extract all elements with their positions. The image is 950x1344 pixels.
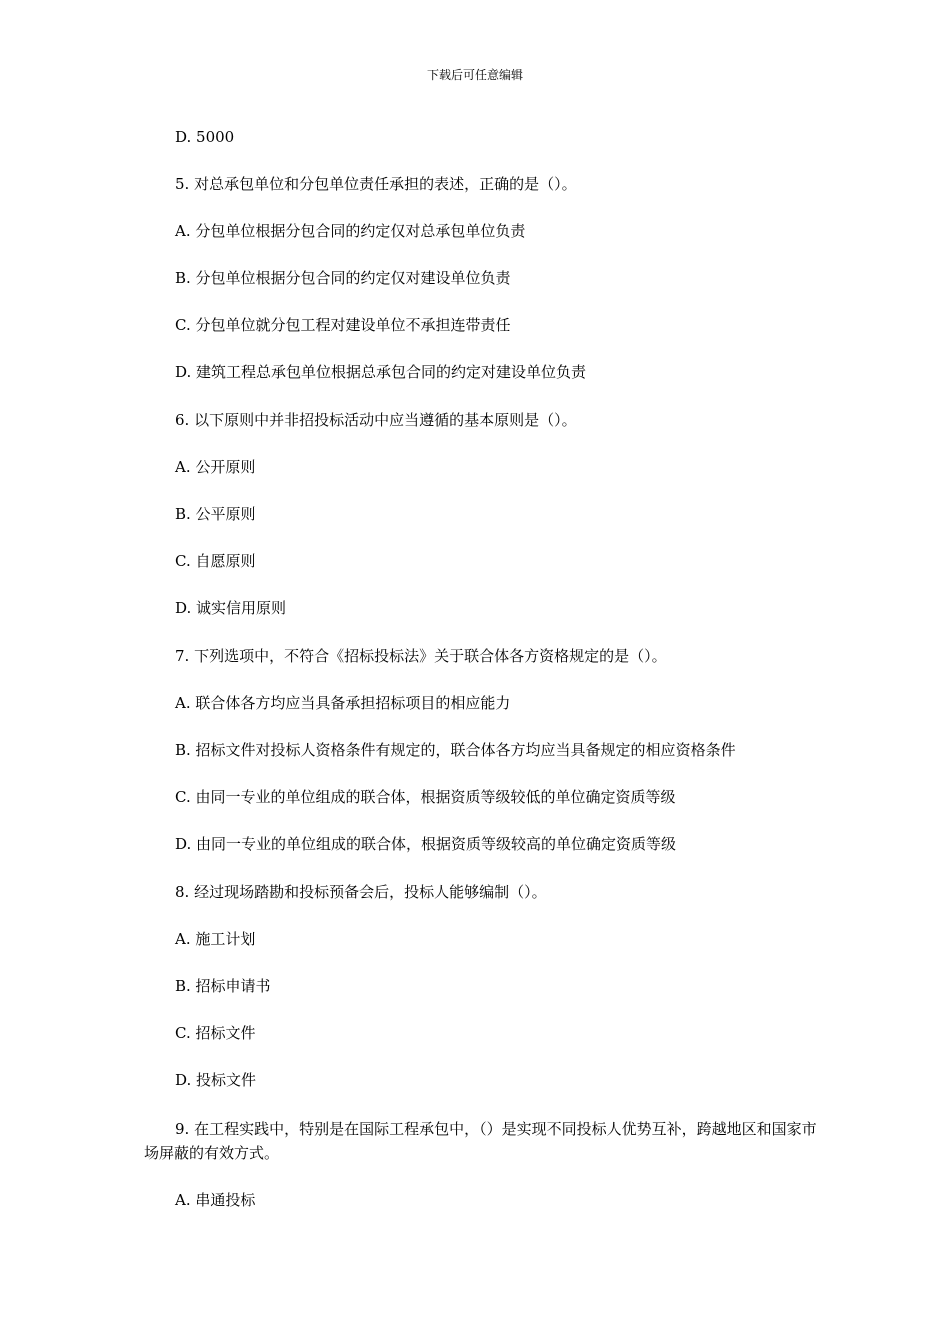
- option-5a: A. 分包单位根据分包合同的约定仅对总承包单位负责: [175, 222, 526, 240]
- question-9: 9. 在工程实践中，特别是在国际工程承包中，（）是实现不同投标人优势互补，跨越地区和国家市场屏蔽的有效方式。: [144, 1120, 817, 1162]
- question-7: 7. 下列选项中，不符合《招标投标法》关于联合体各方资格规定的是（）。: [175, 647, 667, 665]
- question-5: 5. 对总承包单位和分包单位责任承担的表述，正确的是（）。: [175, 175, 577, 193]
- option-6d: D. 诚实信用原则: [175, 599, 287, 617]
- option-8b: B. 招标申请书: [175, 977, 271, 995]
- option-8d: D. 投标文件: [175, 1071, 257, 1089]
- option-8a: A. 施工计划: [175, 930, 256, 948]
- page-header: 下载后可任意编辑: [426, 68, 523, 82]
- option-7a: A. 联合体各方均应当具备承担招标项目的相应能力: [175, 694, 511, 712]
- option-8c: C. 招标文件: [175, 1024, 256, 1042]
- option-5c: C. 分包单位就分包工程对建设单位不承担连带责任: [175, 316, 511, 334]
- option-5d: D. 建筑工程总承包单位根据总承包合同的约定对建设单位负责: [175, 363, 587, 381]
- option-6c: C. 自愿原则: [175, 552, 256, 570]
- option-7d: D. 由同一专业的单位组成的联合体，根据资质等级较高的单位确定资质等级: [175, 835, 677, 853]
- option-5b: B. 分包单位根据分包合同的约定仅对建设单位负责: [175, 269, 511, 287]
- question-6: 6. 以下原则中并非招投标活动中应当遵循的基本原则是（）。: [175, 411, 577, 429]
- option-7b: B. 招标文件对投标人资格条件有规定的，联合体各方均应当具备规定的相应资格条件: [175, 741, 736, 759]
- option-9a: A. 串通投标: [175, 1191, 256, 1209]
- option-4d: D. 5000: [175, 128, 235, 146]
- question-8: 8. 经过现场踏勘和投标预备会后，投标人能够编制（）。: [175, 883, 547, 901]
- option-6a: A. 公开原则: [175, 458, 256, 476]
- option-6b: B. 公平原则: [175, 505, 256, 523]
- option-7c: C. 由同一专业的单位组成的联合体，根据资质等级较低的单位确定资质等级: [175, 788, 676, 806]
